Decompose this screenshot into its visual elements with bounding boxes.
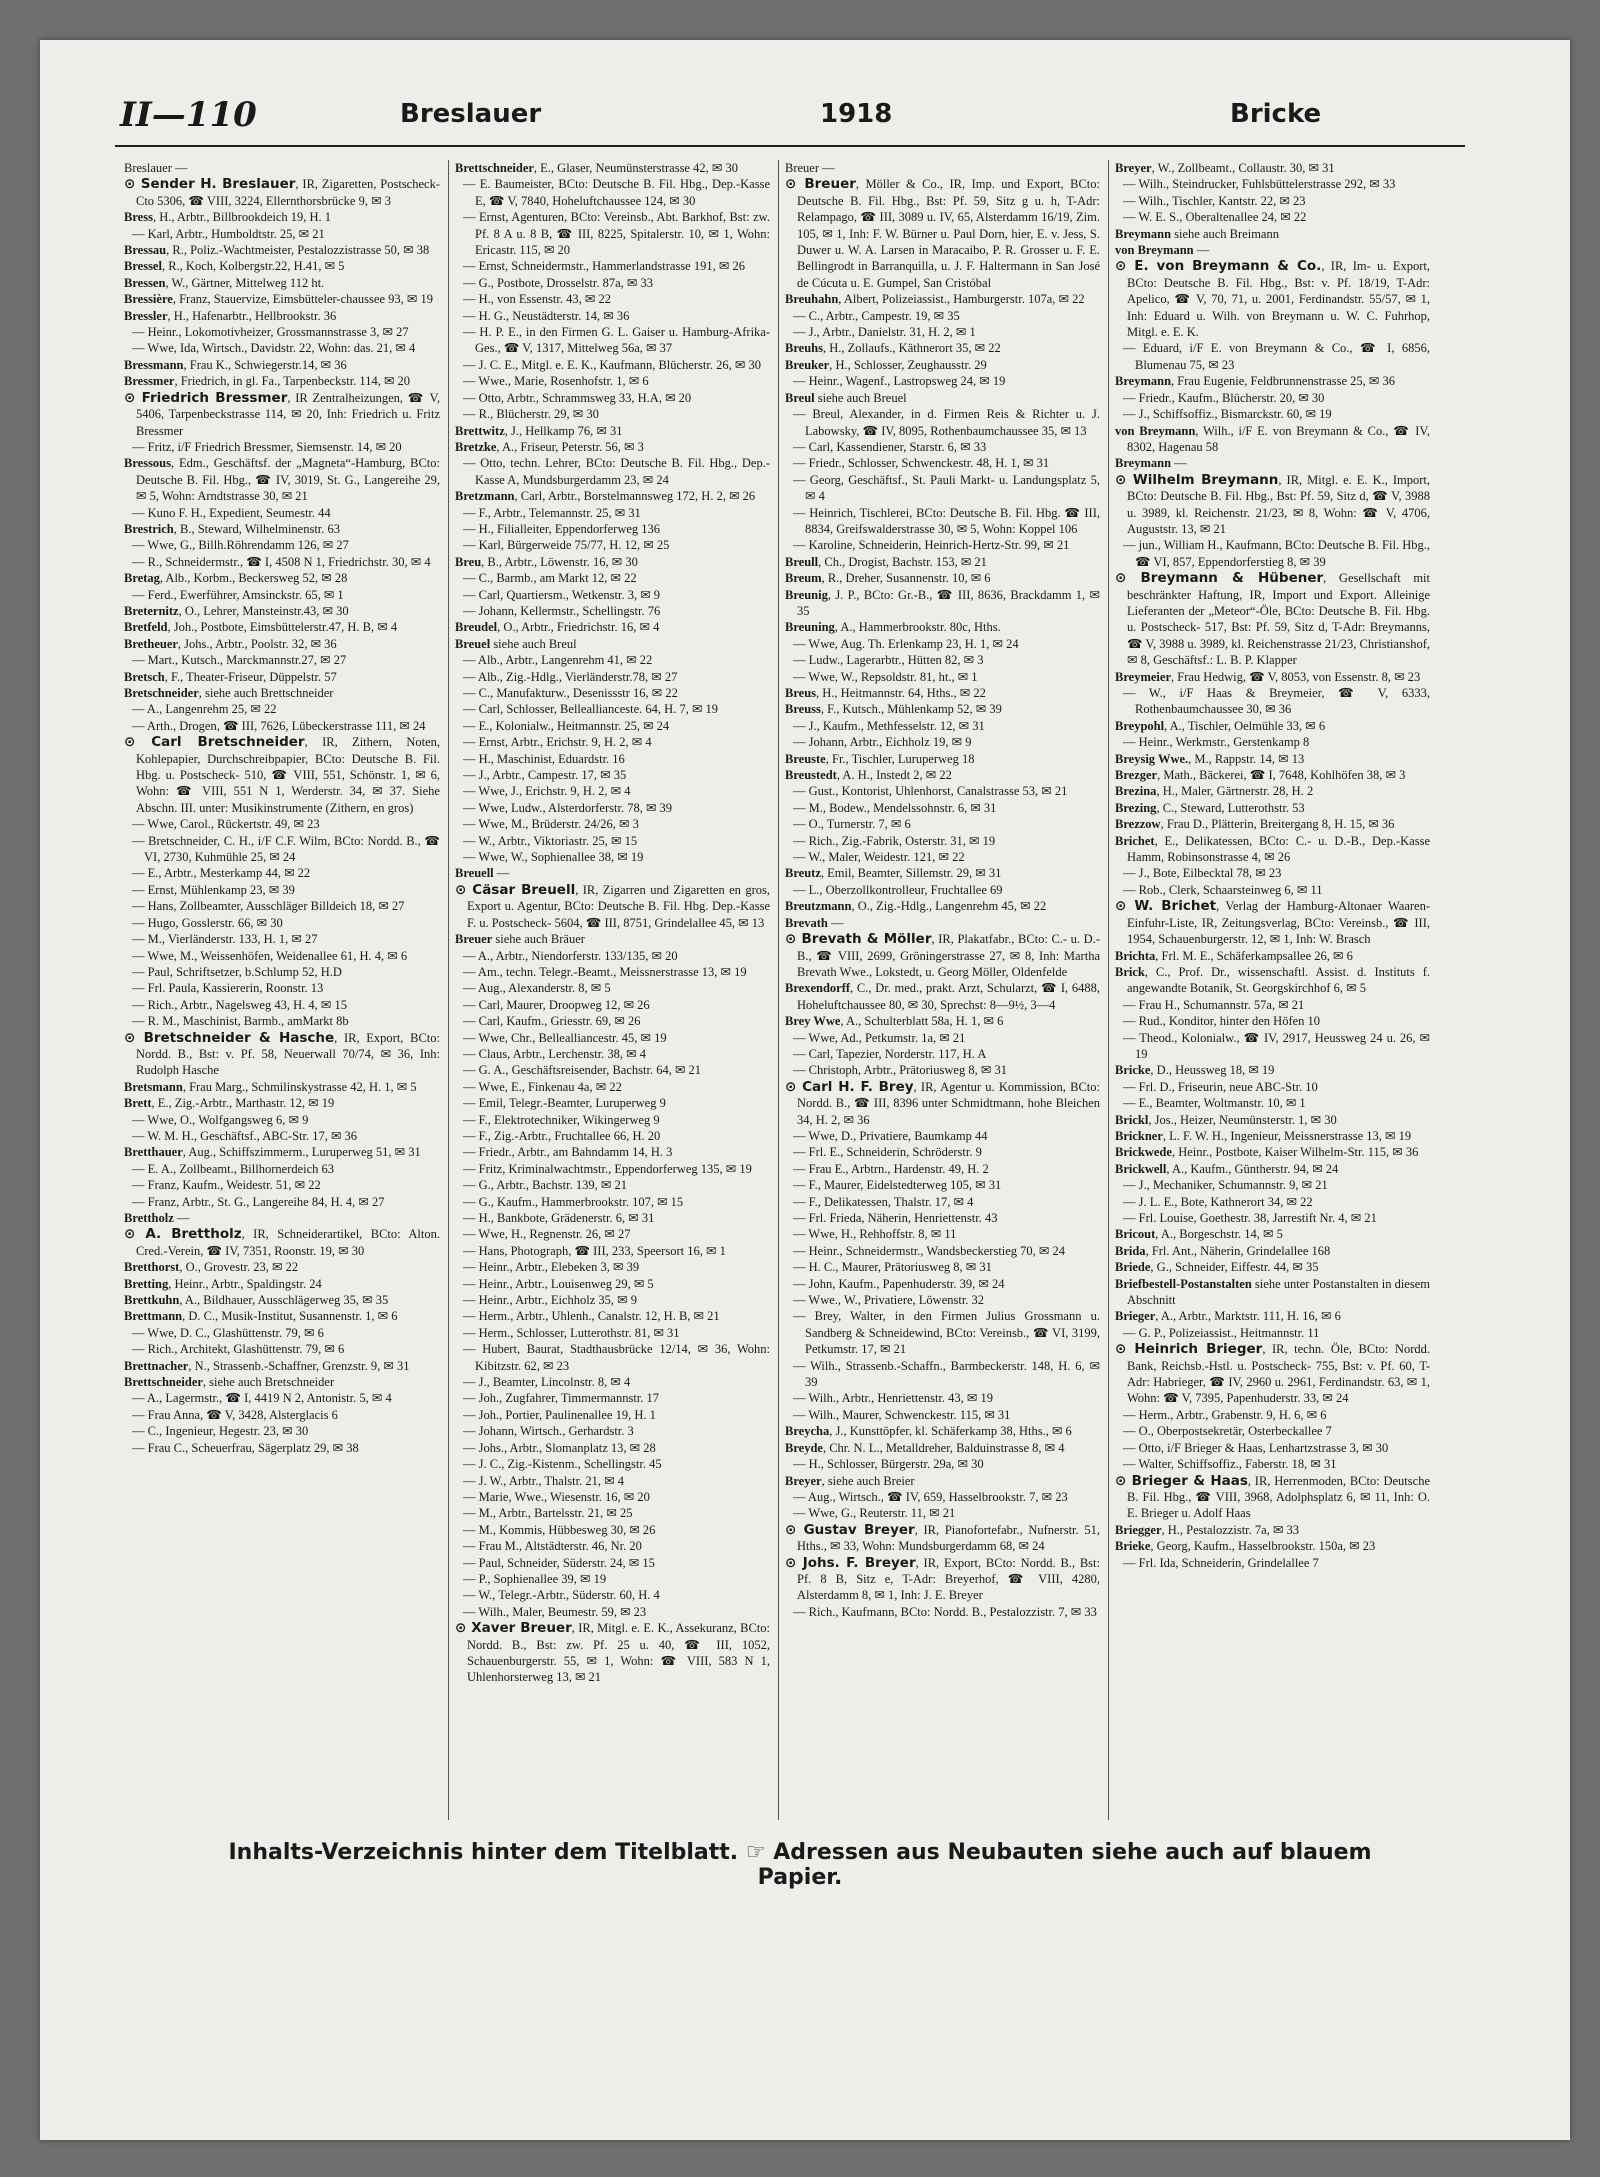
directory-entry: — G. A., Geschäftsreisender, Bachstr. 64, ✉ 21 xyxy=(463,1063,702,1078)
directory-entry: — Fritz, Kriminalwachtmstr., Eppendorferweg 135, ✉ 19 xyxy=(463,1161,752,1176)
directory-entry: Brettmann, D. C., Musik-Institut, Susannenstr. 1, ✉ 6 xyxy=(124,1309,398,1324)
directory-entry: von Breymann, Wilh., i/F E. von Breymann & Co., ☎ IV, 8302, Hagenau 58 xyxy=(1115,423,1430,454)
directory-entry: Brexendorff, C., Dr. med., prakt. Arzt, Schularzt, ☎ I, 6488, Hoheluftchaussee 80, ✉ 30, Sprechst: 8—9½, 3—4 xyxy=(785,981,1100,1012)
directory-entry: — J. C. E., Mitgl. e. E. K., Kaufmann, Blücherstr. 26, ✉ 30 xyxy=(463,357,761,372)
directory-entry: ⊙ Gustav Breyer, IR, Pianofortefabr., Nufnerstr. 51, Hths., ✉ 33, Wohn: Mundsburgerdamm 68, ✉ 24 xyxy=(785,1521,1100,1554)
directory-entry: Bretting, Heinr., Arbtr., Spaldingstr. 24 xyxy=(124,1276,322,1291)
directory-entry: — Wwe, W., Repsoldstr. 81, ht., ✉ 1 xyxy=(793,669,978,684)
directory-entry: — Wilh., Arbtr., Henriettenstr. 43, ✉ 19 xyxy=(793,1391,993,1406)
directory-entry: — Friedr., Arbtr., am Bahndamm 14, H. 3 xyxy=(463,1145,673,1160)
directory-entry: Briefbestell-Postanstalten siehe unter Postanstalten in diesem Abschnitt xyxy=(1115,1276,1430,1308)
directory-entry: Brieke, Georg, Kaufm., Hasselbrookstr. 150a, ✉ 23 xyxy=(1115,1539,1376,1554)
directory-entry: — Am., techn. Telegr.-Beamt., Meissnerstrasse 13, ✉ 19 xyxy=(463,964,747,979)
directory-entry: — A., Lagermstr., ☎ I, 4419 N 2, Antonistr. 5, ✉ 4 xyxy=(132,1391,392,1406)
directory-entry: — G. P., Polizeiassist., Heitmannstr. 11 xyxy=(1123,1325,1320,1340)
directory-entry: — Ernst, Mühlenkamp 23, ✉ 39 xyxy=(132,882,295,897)
directory-entry: — Rud., Konditor, hinter den Höfen 10 xyxy=(1123,1014,1321,1029)
directory-entry: Bricout, A., Borgeschstr. 14, ✉ 5 xyxy=(1115,1227,1283,1242)
directory-entry: — E. Baumeister, BCto: Deutsche B. Fil. Hbg., Dep.-Kasse E, ☎ V, 7840, Hoheluftchaussee 124, ✉ 30 xyxy=(463,177,770,208)
directory-entry: ⊙ E. von Breymann & Co., IR, Im- u. Export, BCto: Deutsche B. Fil. Hbg., Bst: v. Pf. 18/19, T-Adr: Apelico, ☎ V, 70, 71, u. 2001, Ferdinandstr. 55/57, ✉ 1, Inh: Eduard u. Wilh. von Breymann u. W. C. Fuhrhop, Mitgl. e. E. K. xyxy=(1115,258,1430,340)
directory-entry: — Heinr., Wagenf., Lastropsweg 24, ✉ 19 xyxy=(793,374,1006,389)
directory-entry: — J., Arbtr., Danielstr. 31, H. 2, ✉ 1 xyxy=(793,325,976,340)
directory-entry: — Frau M., Altstädterstr. 46, Nr. 20 xyxy=(463,1539,642,1554)
directory-entry: — J. C., Zig.-Kistenm., Schellingstr. 45 xyxy=(463,1457,662,1472)
directory-entry: — O., Turnerstr. 7, ✉ 6 xyxy=(793,817,911,832)
directory-entry: Brickwede, Heinr., Postbote, Kaiser Wilhelm-Str. 115, ✉ 36 xyxy=(1115,1145,1419,1160)
directory-entry: — Johann, Arbtr., Eichholz 19, ✉ 9 xyxy=(793,735,972,750)
directory-entry: — Heinr., Arbtr., Eichholz 35, ✉ 9 xyxy=(463,1293,637,1308)
directory-entry: — W. M. H., Geschäftsf., ABC-Str. 17, ✉ 36 xyxy=(132,1128,358,1143)
directory-entry: Breull, Ch., Drogist, Bachstr. 153, ✉ 21 xyxy=(785,554,987,569)
directory-entry: Brett, E., Zig.-Arbtr., Marthastr. 12, ✉ 19 xyxy=(124,1096,335,1111)
directory-entry: Brickwell, A., Kaufm., Güntherstr. 94, ✉ 24 xyxy=(1115,1161,1339,1176)
directory-entry: Breuste, Fr., Tischler, Luruperweg 18 xyxy=(785,751,975,766)
directory-entry: — Wwe, H., Rehhoffstr. 8, ✉ 11 xyxy=(793,1227,957,1242)
directory-entry: — Theod., Kolonialw., ☎ IV, 2917, Heussweg 24 u. 26, ✉ 19 xyxy=(1123,1030,1430,1061)
directory-entry: Brey Wwe, A., Schulterblatt 58a, H. 1, ✉ 6 xyxy=(785,1014,1004,1029)
directory-entry: Brezing, C., Steward, Lutterothstr. 53 xyxy=(1115,800,1305,815)
directory-entry: ⊙ Breuer, Möller & Co., IR, Imp. und Export, BCto: Deutsche B. Fil. Hbg., Bst: Pf. 59, Sitz g u. h, T-Adr: Relampago, ☎ III, 3089 u. IV, 65, Alsterdamm 16/19, Zim. 105, ✉ 1, Inh: F. W. Bürner u. Paul Dorn, hier, E. v. Jess, S. Duwer u. W. A. Larsen in Maracaibo, P. R. Grosser u. F. E. Bellingrodt in Barranquilla, u. J. F. Haltermann in San José de Cúcuta u. E. Gumpel, San Cristóbal xyxy=(785,176,1100,290)
directory-entry: — A., Arbtr., Niendorferstr. 133/135, ✉ 20 xyxy=(463,948,678,963)
directory-entry: Brieger, A., Arbtr., Marktstr. 111, H. 16, ✉ 6 xyxy=(1115,1309,1341,1324)
directory-entry: — Friedr., Kaufm., Blücherstr. 20, ✉ 30 xyxy=(1123,390,1325,405)
directory-entry: — M., Arbtr., Bartelsstr. 21, ✉ 25 xyxy=(463,1506,633,1521)
directory-entry: — Joh., Portier, Paulinenallee 19, H. 1 xyxy=(463,1407,656,1422)
directory-entry: — Heinr., Schneidermstr., Wandsbeckerstieg 70, ✉ 24 xyxy=(793,1243,1066,1258)
directory-entry: — M., Kommis, Hübbesweg 30, ✉ 26 xyxy=(463,1522,656,1537)
directory-entry: Breuning, A., Hammerbrookstr. 80c, Hths. xyxy=(785,620,1001,635)
directory-entry: Bressmann, Frau K., Schwiegerstr.14, ✉ 36 xyxy=(124,357,347,372)
directory-entry: ⊙ W. Brichet, Verlag der Hamburg-Altonaer Waaren-Einfuhr-Liste, IR, Zeitungsverlag, BCto: Vereinsb., ☎ III, 1954, Schauenburgerstr. 12, ✉ 1, Inh: W. Brasch xyxy=(1115,898,1431,947)
directory-entry: — Wwe., W., Privatiere, Löwenstr. 32 xyxy=(793,1293,985,1308)
directory-entry: — Arth., Drogen, ☎ III, 7626, Lübeckerstrasse 111, ✉ 24 xyxy=(132,718,426,733)
directory-entry: — Frl. Frieda, Näherin, Henriettenstr. 43 xyxy=(793,1211,998,1225)
directory-entry: — Karoline, Schneiderin, Heinrich-Hertz-Str. 99, ✉ 21 xyxy=(793,538,1070,553)
directory-entry: Brettkuhn, A., Bildhauer, Ausschlägerweg 35, ✉ 35 xyxy=(124,1293,389,1308)
directory-entry: Brickl, Jos., Heizer, Neumünsterstr. 1, ✉ 30 xyxy=(1115,1112,1337,1127)
directory-entry: — Rich., Zig.-Fabrik, Osterstr. 31, ✉ 19 xyxy=(793,833,996,848)
directory-entry: — Wilh., Steindrucker, Fuhlsbüttelerstrasse 292, ✉ 33 xyxy=(1123,177,1396,192)
directory-entry: Bricke, D., Heussweg 18, ✉ 19 xyxy=(1115,1063,1275,1078)
directory-entry: — Heinr., Arbtr., Louisenweg 29, ✉ 5 xyxy=(463,1276,654,1291)
directory-entry: — Aug., Wirtsch., ☎ IV, 659, Hasselbrookstr. 7, ✉ 23 xyxy=(793,1489,1068,1504)
directory-entry: — Johs., Arbtr., Slomanplatz 13, ✉ 28 xyxy=(463,1440,656,1455)
directory-entry: — H., von Essenstr. 43, ✉ 22 xyxy=(463,292,611,307)
directory-entry: — Wwe, W., Sophienallee 38, ✉ 19 xyxy=(463,850,644,865)
directory-entry: — Franz, Kaufm., Weidestr. 51, ✉ 22 xyxy=(132,1178,321,1193)
directory-entry: — Frl. Paula, Kassiererin, Roonstr. 13 xyxy=(132,981,324,996)
directory-entry: — F., Maurer, Eidelstedterweg 105, ✉ 31 xyxy=(793,1178,1002,1193)
directory-entry: — Emil, Telegr.-Beamter, Luruperweg 9 xyxy=(463,1096,666,1111)
directory-entry: — Wwe, J., Erichstr. 9, H. 2, ✉ 4 xyxy=(463,784,631,799)
directory-entry: Bretag, Alb., Korbm., Beckersweg 52, ✉ 28 xyxy=(124,571,348,586)
directory-entry: Breudel, O., Arbtr., Friedrichstr. 16, ✉ 4 xyxy=(455,620,660,635)
directory-entry: — Wwe, G., Reuterstr. 11, ✉ 21 xyxy=(793,1506,956,1521)
directory-entry: — Otto, techn. Lehrer, BCto: Deutsche B. Fil. Hbg., Dep.-Kasse A, Mundsburgerdamm 23, ✉ 24 xyxy=(463,456,770,487)
directory-entry: — F., Delikatessen, Thalstr. 17, ✉ 4 xyxy=(793,1194,974,1209)
directory-entry: Breuhs, H., Zollaufs., Käthnerort 35, ✉ 22 xyxy=(785,341,1001,356)
directory-entry: Breustedt, A. H., Instedt 2, ✉ 22 xyxy=(785,768,952,783)
range-end-word: Bricke xyxy=(1230,99,1322,129)
directory-entry: ⊙ Johs. F. Breyer, IR, Export, BCto: Nordd. B., Bst: Pf. 8 B, Sitz e, T-Adr: Breyerhof, ☎ VIII, 4280, Alsterdamm 8, ✉ 1, Inh: J. E. Breyer xyxy=(785,1554,1100,1603)
directory-entry: — C., Barmb., am Markt 12, ✉ 22 xyxy=(463,571,637,586)
directory-entry: — Claus, Arbtr., Lerchenstr. 38, ✉ 4 xyxy=(463,1046,647,1061)
directory-entry: — Wwe., Marie, Rosenhofstr. 1, ✉ 6 xyxy=(463,374,649,389)
directory-entry: Brezina, H., Maler, Gärtnerstr. 28, H. 2 xyxy=(1115,784,1314,799)
directory-entry: — jun., William H., Kaufmann, BCto: Deutsche B. Fil. Hbg., ☎ VI, 857, Eppendorferstieg 8, ✉ 39 xyxy=(1123,538,1430,569)
column-2 xyxy=(448,160,778,1820)
directory-entry: — Breul, Alexander, in d. Firmen Reis & Richter u. J. Labowsky, ☎ IV, 8095, Rothenbaumchaussee 35, ✉ 13 xyxy=(793,407,1100,438)
directory-entry: ⊙ Breymann & Hübener, Gesellschaft mit beschränkter Haftung, IR, Import und Export. Alleinige Lieferanten der „Meteor“-Öle, BCto: Deutsche B. Fil. Hbg. u. Postscheck- 517, Bst: Pf. 59, Sitz d, T-Adr: Breymanns, ☎ V, 3988 u. 3989, kl. Reichenstrasse 21/23, Christianshof, ✉ 8, Geschäftsf.: L. B. P. Klapper xyxy=(1115,570,1431,668)
range-start-word: Breslauer xyxy=(400,99,542,129)
directory-entry: Brezger, Math., Bäckerei, ☎ I, 7648, Kohlhöfen 38, ✉ 3 xyxy=(1115,768,1406,783)
directory-entry: — J., Mechaniker, Schumannstr. 9, ✉ 21 xyxy=(1123,1178,1328,1193)
directory-entry: Bretthorst, O., Grovestr. 23, ✉ 22 xyxy=(124,1260,299,1275)
directory-entry: — Hans, Zollbeamter, Ausschläger Billdeich 18, ✉ 27 xyxy=(132,899,405,914)
directory-entry: — Carl, Quartiersm., Wetkenstr. 3, ✉ 9 xyxy=(463,587,661,602)
directory-entry: — Frau E., Arbtrn., Hardenstr. 49, H. 2 xyxy=(793,1161,989,1176)
directory-entry: — R. M., Maschinist, Barmb., amMarkt 8b xyxy=(132,1014,349,1029)
column-3 xyxy=(778,160,1108,1820)
directory-entry: — H. C., Maurer, Prätoriusweg 8, ✉ 31 xyxy=(793,1260,992,1275)
directory-entry: Bretzmann, Carl, Arbtr., Borstelmannsweg 172, H. 2, ✉ 26 xyxy=(455,489,756,504)
directory-entry: — J., Bote, Eilbecktal 78, ✉ 23 xyxy=(1123,866,1282,881)
directory-entry: — Wwe, Carol., Rückertstr. 49, ✉ 23 xyxy=(132,817,320,832)
directory-entry: Brezzow, Frau D., Plätterin, Breitergang 8, H. 15, ✉ 36 xyxy=(1115,817,1395,832)
directory-entry: — Wwe, O., Wolfgangsweg 6, ✉ 9 xyxy=(132,1112,309,1127)
directory-entry: — E., Kolonialw., Heitmannstr. 25, ✉ 24 xyxy=(463,718,670,733)
directory-entry: Breymann siehe auch Breimann xyxy=(1115,226,1279,241)
directory-entry: — J., Schiffsoffiz., Bismarckstr. 60, ✉ 19 xyxy=(1123,407,1332,422)
directory-entry: — Carl, Kassendiener, Starstr. 6, ✉ 33 xyxy=(793,439,987,454)
directory-entry: — Wwe, M., Brüderstr. 24/26, ✉ 3 xyxy=(463,817,639,832)
directory-entry: — E., Arbtr., Mesterkamp 44, ✉ 22 xyxy=(132,866,311,881)
directory-entry: Bretzke, A., Friseur, Peterstr. 56, ✉ 3 xyxy=(455,439,644,454)
directory-entry: Brickner, L. F. W. H., Ingenieur, Meissnerstrasse 13, ✉ 19 xyxy=(1115,1128,1412,1143)
directory-entry: Brettwitz, J., Hellkamp 76, ✉ 31 xyxy=(455,423,623,438)
column-4 xyxy=(1108,160,1438,1820)
directory-entry: — J. L. E., Bote, Kathnerort 34, ✉ 22 xyxy=(1123,1194,1313,1209)
directory-entry: — Wwe, Chr., Bellealliancestr. 45, ✉ 19 xyxy=(463,1030,667,1045)
directory-entry: — M., Vierländerstr. 133, H. 1, ✉ 27 xyxy=(132,932,318,947)
directory-entry: von Breymann — xyxy=(1115,243,1210,258)
directory-entry: Bretheuer, Johs., Arbtr., Poolstr. 32, ✉ 36 xyxy=(124,636,337,651)
directory-entry: — Wwe, M., Weissenhöfen, Weidenallee 61, H. 4, ✉ 6 xyxy=(132,948,408,963)
directory-entry: Breunig, J. P., BCto: Gr.-B., ☎ III, 8636, Brackdamm 1, ✉ 35 xyxy=(785,587,1100,618)
directory-entry: — P., Sophienallee 39, ✉ 19 xyxy=(463,1571,607,1586)
directory-entry: Bretfeld, Joh., Postbote, Eimsbüttelerstr.47, H. B, ✉ 4 xyxy=(124,620,398,635)
directory-entry: — Wwe, D., Privatiere, Baumkamp 44 xyxy=(793,1128,988,1143)
directory-entry: Breuer siehe auch Bräuer xyxy=(455,932,585,947)
directory-entry: — Ernst, Arbtr., Erichstr. 9, H. 2, ✉ 4 xyxy=(463,735,652,750)
directory-entry: — Johann, Kellermstr., Schellingstr. 76 xyxy=(463,603,661,618)
directory-columns xyxy=(118,160,1468,1820)
directory-entry: — Johann, Wirtsch., Gerhardstr. 3 xyxy=(463,1424,634,1439)
directory-entry: — Rob., Clerk, Schaarsteinweg 6, ✉ 11 xyxy=(1123,882,1323,897)
directory-entry: Breu, B., Arbtr., Löwenstr. 16, ✉ 30 xyxy=(455,554,638,569)
directory-entry: — Wwe, H., Regnenstr. 26, ✉ 27 xyxy=(463,1227,631,1242)
directory-entry: — Ernst, Agenturen, BCto: Vereinsb., Abt. Barkhof, Bst: zw. Pf. 8 A u. 8 B, ☎ III, 8225, Spitalerstr. 10, ✉ 1, Wohn: Ericastr. 115, ✉ 20 xyxy=(463,210,770,258)
directory-entry: ⊙ Brevath & Möller, IR, Plakatfabr., BCto: C.- u. D.-B., ☎ VIII, 2699, Gröningerstrasse 27, ✉ 8, Inh: Martha Brevath Wwe., Lokstedt, u. Georg Möller, Oldenfelde xyxy=(785,931,1100,979)
year: 1918 xyxy=(820,99,893,129)
directory-entry: — C., Arbtr., Campestr. 19, ✉ 35 xyxy=(793,308,960,323)
directory-entry: Breum, R., Dreher, Susannenstr. 10, ✉ 6 xyxy=(785,571,991,586)
page-number: II—110 xyxy=(120,95,257,135)
directory-entry: Bretsch, F., Theater-Friseur, Düppelstr. 57 xyxy=(124,669,337,684)
directory-entry: Bressen, W., Gärtner, Mittelweg 112 ht. xyxy=(124,275,325,290)
directory-entry: — Herm., Schlosser, Lutterothstr. 81, ✉ 31 xyxy=(463,1325,680,1340)
directory-entry: Breutzmann, O., Zig.-Hdlg., Langenrehm 45, ✉ 22 xyxy=(785,899,1047,914)
directory-entry: — Wwe, E., Finkenau 4a, ✉ 22 xyxy=(463,1079,622,1094)
directory-entry: Brichet, E., Delikatessen, BCto: C.- u. D.-B., Dep.-Kasse Hamm, Robinsonstrasse 4, ✉ 26 xyxy=(1115,833,1430,865)
directory-entry: — Karl, Arbtr., Humboldtstr. 25, ✉ 21 xyxy=(132,226,325,241)
directory-entry: — W., i/F Haas & Breymeier, ☎ V, 6333, Rothenbaumchaussee 30, ✉ 36 xyxy=(1123,686,1430,717)
directory-entry: Breuss, F., Kutsch., Mühlenkamp 52, ✉ 39 xyxy=(785,702,1002,717)
directory-entry: — Rich., Architekt, Glashüttenstr. 79, ✉ 6 xyxy=(132,1342,345,1357)
directory-entry: — Alb., Arbtr., Langenrehm 41, ✉ 22 xyxy=(463,653,653,668)
directory-entry: — G., Arbtr., Bachstr. 139, ✉ 21 xyxy=(463,1178,627,1193)
directory-entry: — Carl, Tapezier, Norderstr. 117, H. A xyxy=(793,1046,987,1061)
directory-entry: — Bretschneider, C. H., i/F C.F. Wilm, BCto: Nordd. B., ☎ VI, 2730, Kuhmühle 25, ✉ 24 xyxy=(132,833,440,865)
directory-entry: — Joh., Zugfahrer, Timmermannstr. 17 xyxy=(463,1391,660,1406)
directory-entry: — H., Filialleiter, Eppendorferweg 136 xyxy=(463,521,661,536)
directory-entry: — Hubert, Baurat, Stadthausbrücke 12/14, ✉ 36, Wohn: Kibitzstr. 62, ✉ 23 xyxy=(463,1342,770,1373)
directory-entry: Bressau, R., Poliz.-Wachtmeister, Pestalozzistrasse 50, ✉ 38 xyxy=(124,243,430,258)
directory-entry: Breternitz, O., Lehrer, Mansteinstr.43, ✉ 30 xyxy=(124,603,349,618)
directory-entry: — Wilh., Maurer, Schwenckestr. 115, ✉ 31 xyxy=(793,1407,1011,1422)
column-1 xyxy=(118,160,448,1820)
directory-entry: ⊙ A. Brettholz, IR, Schneiderartikel, BCto: Alton. Cred.-Verein, ☎ IV, 7351, Roonstr. 19, ✉ 30 xyxy=(124,1226,440,1258)
directory-entry: Breuhahn, Albert, Polizeiassist., Hamburgerstr. 107a, ✉ 22 xyxy=(785,292,1085,307)
directory-entry: — H. P. E., in den Firmen G. L. Gaiser u. Hamburg-Afrika-Ges., ☎ V, 1317, Mittelweg 56a, ✉ 37 xyxy=(463,325,770,356)
directory-entry: — G., Kaufm., Hammerbrookstr. 107, ✉ 15 xyxy=(463,1194,684,1209)
directory-entry: — W. E. S., Oberaltenallee 24, ✉ 22 xyxy=(1123,210,1307,225)
directory-entry: — E., Beamter, Woltmanstr. 10, ✉ 1 xyxy=(1123,1096,1306,1111)
directory-entry: — Wilh., Strassenb.-Schaffn., Barmbeckerstr. 148, H. 6, ✉ 39 xyxy=(793,1358,1100,1390)
directory-entry: ⊙ Heinrich Brieger, IR, techn. Öle, BCto: Nordd. Bank, Reichsb.-Hstl. u. Postscheck- 755, Bst: v. Pf. 60, T-Adr: Habrieger, ☎ IV, 2960 u. 2961, Ferdinandstr. 63, ✉ 1, Wohn: ☎ V, 7395, Papenhuderstr. 33, ✉ 24 xyxy=(1115,1341,1430,1406)
directory-entry: — Wwe, D. C., Glashüttenstr. 79, ✉ 6 xyxy=(132,1325,324,1340)
directory-entry: — H., Bankbote, Grädenerstr. 6, ✉ 31 xyxy=(463,1211,655,1225)
directory-entry: Brettholz — xyxy=(124,1211,190,1225)
directory-entry: — J. W., Arbtr., Thalstr. 21, ✉ 4 xyxy=(463,1473,624,1488)
directory-entry: Bressel, R., Koch, Kolbergstr.22, H.41, ✉ 5 xyxy=(124,259,345,274)
directory-entry: — Wwe, Ad., Petkumstr. 1a, ✉ 21 xyxy=(793,1030,966,1045)
directory-entry: — Kuno F. H., Expedient, Seumestr. 44 xyxy=(132,505,331,520)
directory-entry: — Carl, Schlosser, Belleallianceste. 64, H. 7, ✉ 19 xyxy=(463,702,719,717)
directory-entry: Brettschneider, E., Glaser, Neumünsterstrasse 42, ✉ 30 xyxy=(455,161,738,175)
directory-entry: — R., Schneidermstr., ☎ I, 4508 N 1, Friedrichstr. 30, ✉ 4 xyxy=(132,554,431,569)
directory-entry: Briegger, H., Pestalozzistr. 7a, ✉ 33 xyxy=(1115,1522,1300,1537)
footer-note: Inhalts-Verzeichnis hinter dem Titelblatt. ☞ Adressen aus Neubauten siehe auch auf blauem Papier. xyxy=(228,1840,1372,1890)
directory-entry: Breuell — xyxy=(455,866,510,881)
directory-entry: Breymeier, Frau Hedwig, ☎ V, 8053, von Essenstr. 8, ✉ 23 xyxy=(1115,669,1421,684)
directory-entry: Breuer — xyxy=(785,161,835,175)
directory-entry: — Aug., Alexanderstr. 8, ✉ 5 xyxy=(463,981,611,996)
directory-entry: Bressous, Edm., Geschäftsf. der „Magneta“-Hamburg, BCto: Deutsche B. Fil. Hbg., ☎ IV, 3019, St. G., Langereihe 29, ✉ 5, Wohn: Arndtstrasse 30, ✉ 21 xyxy=(124,456,440,504)
directory-entry: Bressière, Franz, Stauervize, Eimsbütteler-chaussee 93, ✉ 19 xyxy=(124,292,433,307)
directory-entry: Briede, G., Schneider, Eiffestr. 44, ✉ 35 xyxy=(1115,1260,1319,1275)
directory-entry: — J., Arbtr., Campestr. 17, ✉ 35 xyxy=(463,768,627,783)
directory-entry: — H., Schlosser, Bürgerstr. 29a, ✉ 30 xyxy=(793,1457,984,1472)
directory-entry: ⊙ Carl Bretschneider, IR, Zithern, Noten, Kohlepapier, Durchschreibpapier, BCto: Deutsche B. Fil. Hbg. u. Postscheck- 510, ☎ VIII, 551, Schönstr. 1, ✉ 6, Wohn: ☎ VIII, 551 N 1, Werderstr. 34, ✉ 37. Siehe Abschn. III. unter: Musikinstrumente (Zithern, en gros) xyxy=(124,734,441,815)
directory-entry: — Rich., Kaufmann, BCto: Nordd. B., Pestalozzistr. 7, ✉ 33 xyxy=(793,1604,1097,1619)
directory-entry: Breyer, siehe auch Breier xyxy=(785,1473,915,1488)
directory-entry: Breyer, W., Zollbeamt., Collaustr. 30, ✉ 31 xyxy=(1115,161,1335,175)
directory-entry: — W., Arbtr., Viktoriastr. 25, ✉ 15 xyxy=(463,833,638,848)
directory-entry: — Otto, Arbtr., Schrammsweg 33, H.A, ✉ 20 xyxy=(463,390,692,405)
directory-entry: — O., Oberpostsekretär, Osterbeckallee 7 xyxy=(1123,1424,1332,1439)
directory-entry: Brettschneider, siehe auch Bretschneider xyxy=(124,1375,335,1390)
directory-entry: — Fritz, i/F Friedrich Bressmer, Siemsenstr. 14, ✉ 20 xyxy=(132,439,402,454)
directory-entry: Bressler, H., Hafenarbtr., Hellbrookstr. 36 xyxy=(124,308,337,323)
directory-entry: — Heinr., Werkmstr., Gerstenkamp 8 xyxy=(1123,735,1310,750)
directory-entry: — Carl, Kaufm., Griesstr. 69, ✉ 26 xyxy=(463,1014,641,1029)
directory-entry: ⊙ Cäsar Breuell, IR, Zigarren und Zigaretten en gros, Export u. Agentur, BCto: Deutsche B. Fil. Hbg. Dep.-Kasse F. u. Postscheck- 5604, ☎ III, 8751, Grindelallee 45, ✉ 13 xyxy=(455,881,770,930)
directory-entry: — J., Beamter, Lincolnstr. 8, ✉ 4 xyxy=(463,1375,631,1390)
directory-entry: Breysig Wwe., M., Rappstr. 14, ✉ 13 xyxy=(1115,751,1305,766)
directory-entry: — Eduard, i/F E. von Breymann & Co., ☎ I, 6856, Blumenau 75, ✉ 23 xyxy=(1123,341,1430,372)
directory-entry: — Hans, Photograph, ☎ III, 233, Speersort 16, ✉ 1 xyxy=(463,1243,726,1258)
directory-entry: — Frl. Louise, Goethestr. 38, Jarrestift Nr. 4, ✉ 21 xyxy=(1123,1211,1377,1225)
header-rule xyxy=(115,145,1465,147)
directory-entry: — Frl. E., Schneiderin, Schröderstr. 9 xyxy=(793,1145,982,1160)
page-header xyxy=(120,95,1450,145)
directory-entry: ⊙ Carl H. F. Brey, IR, Agentur u. Kommission, BCto: Nordd. B., ☎ III, 8396 unter Schmidtmann, hohe Bleichen 34, H. 2, ✉ 36 xyxy=(785,1078,1100,1127)
directory-entry: — John, Kaufm., Papenhuderstr. 39, ✉ 24 xyxy=(793,1276,1005,1291)
directory-entry: — Heinr., Arbtr., Elebeken 3, ✉ 39 xyxy=(463,1260,640,1275)
directory-entry: — Frl. D., Friseurin, neue ABC-Str. 10 xyxy=(1123,1079,1318,1094)
directory-entry: — Wilh., Maler, Beumestr. 59, ✉ 23 xyxy=(463,1604,647,1619)
directory-entry: — R., Blücherstr. 29, ✉ 30 xyxy=(463,407,599,422)
directory-entry: — Marie, Wwe., Wiesenstr. 16, ✉ 20 xyxy=(463,1489,650,1504)
directory-entry: — W., Maler, Weidestr. 121, ✉ 22 xyxy=(793,850,965,865)
directory-entry: — Paul, Schneider, Süderstr. 24, ✉ 15 xyxy=(463,1555,655,1570)
directory-entry: — Herm., Arbtr., Grabenstr. 9, H. 6, ✉ 6 xyxy=(1123,1407,1327,1422)
directory-entry: ⊙ Sender H. Breslauer, IR, Zigaretten, Postscheck-Cto 5306, ☎ VIII, 3224, Ellernthorsbrücke 9, ✉ 3 xyxy=(124,176,440,208)
directory-entry: — Heinrich, Tischlerei, BCto: Deutsche B. Fil. Hbg. ☎ III, 8834, Greifswalderstrasse 30, ✉ 5, Wohn: Koppel 106 xyxy=(793,505,1100,536)
directory-entry: Brida, Frl. Ant., Näherin, Grindelallee 168 xyxy=(1115,1243,1331,1258)
directory-entry: Breymann, Frau Eugenie, Feldbrunnenstrasse 25, ✉ 36 xyxy=(1115,374,1396,389)
directory-entry: — Franz, Arbtr., St. G., Langereihe 84, H. 4, ✉ 27 xyxy=(132,1194,385,1209)
directory-entry: — G., Postbote, Drosselstr. 87a, ✉ 33 xyxy=(463,275,653,290)
directory-entry: — Frau H., Schumannstr. 57a, ✉ 21 xyxy=(1123,997,1305,1012)
directory-entry: Brick, C., Prof. Dr., wissenschaftl. Assist. d. Instituts f. angewandte Botanik, St. Georgskirchhof 6, ✉ 5 xyxy=(1115,964,1430,996)
directory-entry: — Frau C., Scheuerfrau, Sägerplatz 29, ✉ 38 xyxy=(132,1440,359,1455)
directory-entry: Brettnacher, N., Strassenb.-Schaffner, Grenzstr. 9, ✉ 31 xyxy=(124,1358,410,1373)
directory-entry: — Christoph, Arbtr., Prätoriusweg 8, ✉ 31 xyxy=(793,1063,1007,1078)
directory-entry: — H., Maschinist, Eduardstr. 16 xyxy=(463,751,625,766)
directory-entry: Bretschneider, siehe auch Brettschneider xyxy=(124,686,334,700)
directory-entry: — L., Oberzollkontrolleur, Fruchtallee 69 xyxy=(793,882,1003,897)
directory-entry: ⊙ Wilhelm Breymann, IR, Mitgl. e. E. K., Import, BCto: Deutsche B. Fil. Hbg., Bst: Pf. 59, Sitz d, ☎ V, 3988 u. 3989, kl. Reichenstr. 21/23, ✉ 8, Wohn: ☎ V, 4706, Auguststr. 13, ✉ 21 xyxy=(1115,471,1431,536)
directory-entry: — Otto, i/F Brieger & Haas, Lenhartzstrasse 3, ✉ 30 xyxy=(1123,1440,1389,1455)
directory-entry: — Herm., Arbtr., Uhlenh., Canalstr. 12, H. B, ✉ 21 xyxy=(463,1309,720,1324)
directory-entry: Breypohl, A., Tischler, Oelmühle 33, ✉ 6 xyxy=(1115,718,1326,733)
directory-entry: — Karl, Bürgerweide 75/77, H. 12, ✉ 25 xyxy=(463,538,670,553)
directory-entry: ⊙ Bretschneider & Hasche, IR, Export, BCto: Nordd. B., Bst: v. Pf. 58, Neuerwall 70/74, ✉ 36, Inh: Rudolph Hasche xyxy=(124,1029,440,1078)
directory-entry: — Mart., Kutsch., Marckmannstr.27, ✉ 27 xyxy=(132,653,347,668)
directory-entry: Bretthauer, Aug., Schiffszimmerm., Luruperweg 51, ✉ 31 xyxy=(124,1145,421,1160)
directory-entry: Breyde, Chr. N. L., Metalldreher, Balduinstrasse 8, ✉ 4 xyxy=(785,1440,1065,1455)
directory-entry: — Heinr., Lokomotivheizer, Grossmannstrasse 3, ✉ 27 xyxy=(132,325,409,340)
directory-entry: — H. G., Neustädterstr. 14, ✉ 36 xyxy=(463,308,630,323)
directory-entry: — Hugo, Gosslerstr. 66, ✉ 30 xyxy=(132,915,283,930)
directory-entry: Brevath — xyxy=(785,915,844,930)
directory-entry: — M., Bodew., Mendelssohnstr. 6, ✉ 31 xyxy=(793,800,997,815)
directory-entry: — Frl. Ida, Schneiderin, Grindelallee 7 xyxy=(1123,1555,1319,1570)
directory-entry: — Ludw., Lagerarbtr., Hütten 82, ✉ 3 xyxy=(793,653,984,668)
directory-entry: — W., Telegr.-Arbtr., Süderstr. 60, H. 4 xyxy=(463,1588,660,1603)
directory-entry: — Wwe, Ida, Wirtsch., Davidstr. 22, Wohn: das. 21, ✉ 4 xyxy=(132,341,416,356)
directory-entry: Breuker, H., Schlosser, Zeughausstr. 29 xyxy=(785,357,987,372)
directory-entry: — J., Kaufm., Methfesselstr. 12, ✉ 31 xyxy=(793,718,985,733)
directory-entry: Bretsmann, Frau Marg., Schmilinskystrasse 42, H. 1, ✉ 5 xyxy=(124,1079,417,1094)
directory-entry: — Ernst, Schneidermstr., Hammerlandstrasse 191, ✉ 26 xyxy=(463,259,745,274)
directory-entry: Bress, H., Arbtr., Billbrookdeich 19, H. 1 xyxy=(124,210,332,225)
directory-entry: — Gust., Kontorist, Uhlenhorst, Canalstrasse 53, ✉ 21 xyxy=(793,784,1068,799)
directory-entry: ⊙ Brieger & Haas, IR, Herrenmoden, BCto: Deutsche B. Fil. Hbg., ☎ VIII, 3968, Adolphsplatz 6, ✉ 11, Inh: O. E. Brieger u. Adolf Haas xyxy=(1115,1472,1430,1521)
directory-entry: — Wwe, G., Billh.Röhrendamm 126, ✉ 27 xyxy=(132,538,349,553)
directory-entry: — Wilh., Tischler, Kantstr. 22, ✉ 23 xyxy=(1123,193,1306,208)
directory-entry: — Rich., Arbtr., Nagelsweg 43, H. 4, ✉ 15 xyxy=(132,997,347,1012)
directory-entry: — Walter, Schiffsoffiz., Faberstr. 18, ✉ 31 xyxy=(1123,1457,1337,1472)
directory-entry: Breus, H., Heitmannstr. 64, Hths., ✉ 22 xyxy=(785,686,986,700)
directory-entry: — Frau Anna, ☎ V, 3428, Alsterglacis 6 xyxy=(132,1407,338,1422)
directory-entry: Brichta, Frl. M. E., Schäferkampsallee 26, ✉ 6 xyxy=(1115,948,1353,963)
directory-entry: — Georg, Geschäftsf., St. Pauli Markt- u. Landungsplatz 5, ✉ 4 xyxy=(793,472,1100,504)
directory-entry: — Paul, Schriftsetzer, b.Schlump 52, H.D xyxy=(132,964,342,979)
directory-entry: — Alb., Zig.-Hdlg., Vierländerstr.78, ✉ 27 xyxy=(463,669,678,684)
directory-entry: — C., Ingenieur, Hegestr. 23, ✉ 30 xyxy=(132,1424,309,1439)
directory-entry: — Brey, Walter, in den Firmen Julius Grossmann u. Sandberg & Schneidewind, BCto: Vereinsb., ☎ VI, 3199, Petkumstr. 17, ✉ 21 xyxy=(793,1309,1100,1357)
directory-entry: Breymann — xyxy=(1115,456,1187,471)
directory-entry: — Wwe, Aug. Th. Erlenkamp 23, H. 1, ✉ 24 xyxy=(793,636,1019,651)
directory-entry: — F., Zig.-Arbtr., Fruchtallee 66, H. 20 xyxy=(463,1128,661,1143)
directory-entry: Breuel siehe auch Breul xyxy=(455,636,577,651)
directory-entry: Breul siehe auch Breuel xyxy=(785,390,907,405)
directory-entry: — E. A., Zollbeamt., Billhornerdeich 63 xyxy=(132,1161,335,1176)
directory-entry: ⊙ Xaver Breuer, IR, Mitgl. e. E. K., Assekuranz, BCto: Nordd. B., Bst: zw. Pf. 25 u. 40, ☎ III, 1052, Schauenburgerstr. 55, ✉ 1, Wohn: ☎ VIII, 583 N 1, Uhlenhorsterweg 13, ✉ 21 xyxy=(455,1620,770,1685)
directory-entry: — Wwe, Ludw., Alsterdorferstr. 78, ✉ 39 xyxy=(463,800,673,815)
directory-entry: — F., Arbtr., Telemannstr. 25, ✉ 31 xyxy=(463,505,641,520)
directory-entry: — Friedr., Schlosser, Schwenckestr. 48, H. 1, ✉ 31 xyxy=(793,456,1050,471)
directory-entry: — C., Manufakturw., Desenissstr 16, ✉ 22 xyxy=(463,686,678,700)
directory-entry: — A., Langenrehm 25, ✉ 22 xyxy=(132,702,277,717)
directory-entry: — F., Elektrotechniker, Wikingerweg 9 xyxy=(463,1112,660,1127)
directory-entry: — Ferd., Ewerführer, Amsinckstr. 65, ✉ 1 xyxy=(132,587,344,602)
directory-entry: Breycha, J., Kunsttöpfer, kl. Schäferkamp 38, Hths., ✉ 6 xyxy=(785,1424,1072,1439)
directory-entry: Bressmer, Friedrich, in gl. Fa., Tarpenbeckstr. 114, ✉ 20 xyxy=(124,374,411,389)
directory-entry: Breslauer — xyxy=(124,161,188,175)
directory-entry: — Carl, Maurer, Droopweg 12, ✉ 26 xyxy=(463,997,650,1012)
directory-entry: ⊙ Friedrich Bressmer, IR Zentralheizungen, ☎ V, 5406, Tarpenbeckstrasse 114, ✉ 20, Inh: Friedrich u. Fritz Bressmer xyxy=(124,389,440,438)
directory-entry: Brestrich, B., Steward, Wilhelminenstr. 63 xyxy=(124,521,341,536)
directory-entry: Breutz, Emil, Beamter, Sillemstr. 29, ✉ 31 xyxy=(785,866,1002,881)
